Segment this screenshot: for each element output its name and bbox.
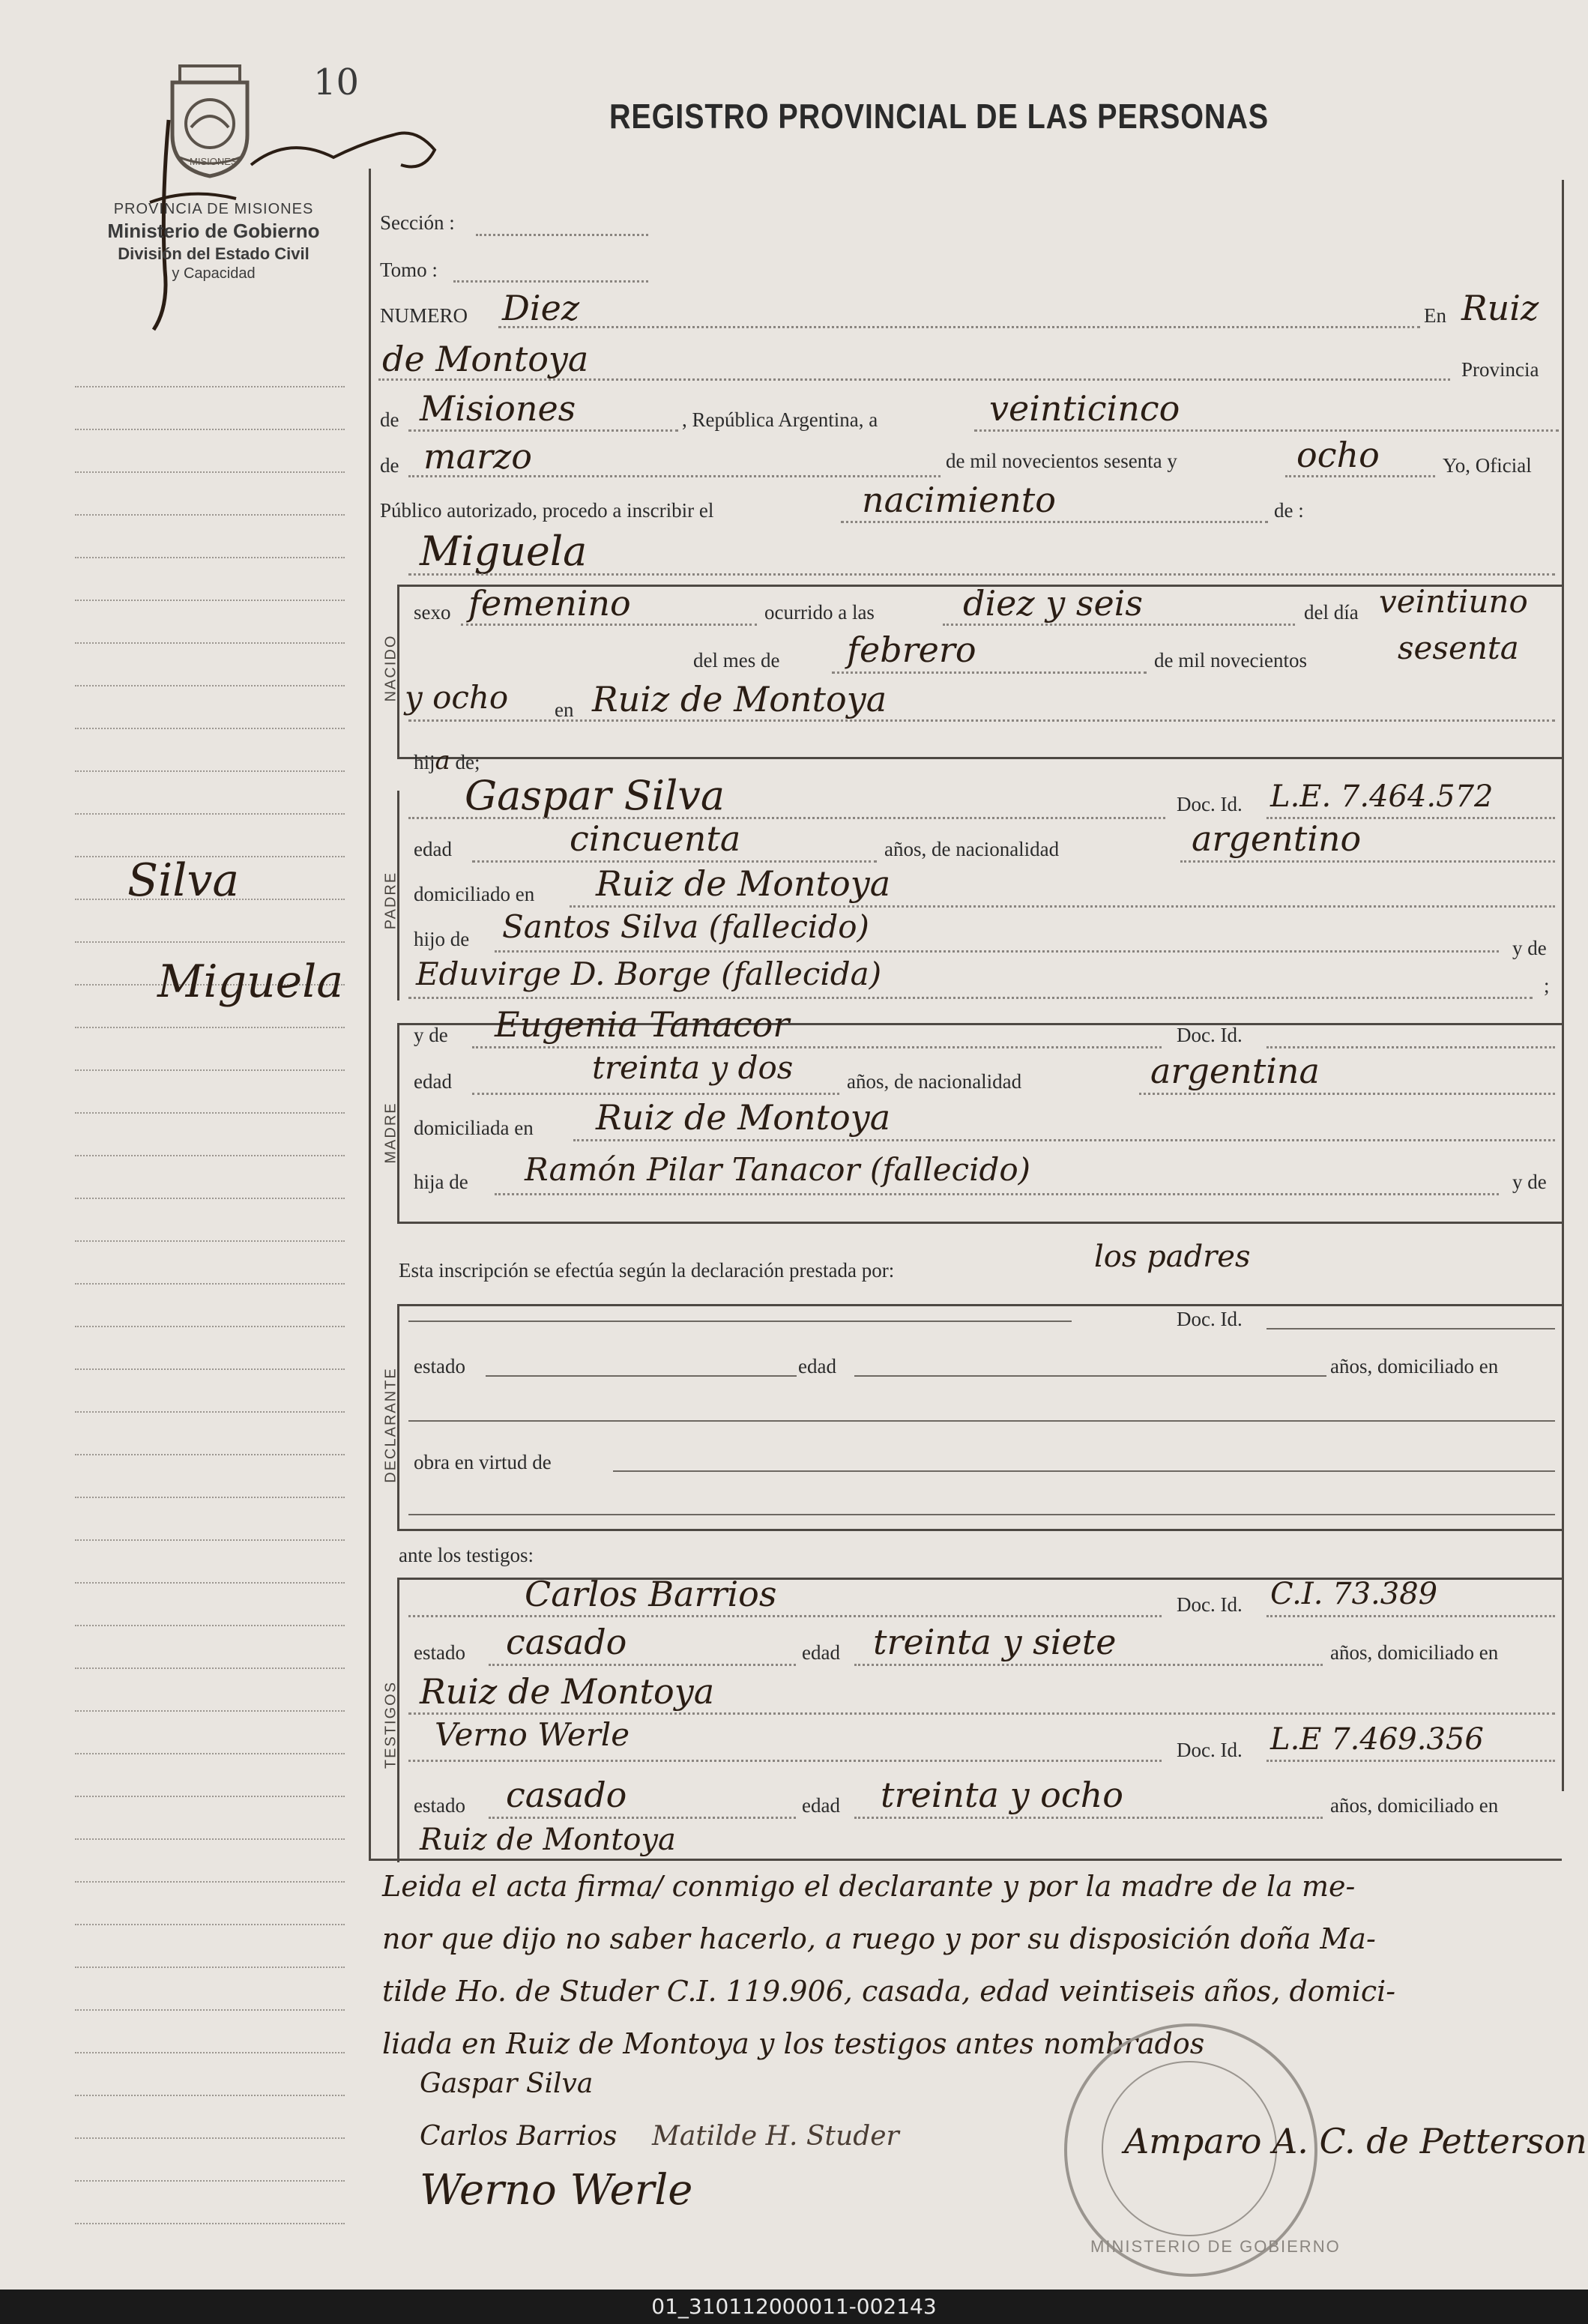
en-label: En: [1424, 304, 1446, 327]
publico-label: Público autorizado, procedo a inscribir el: [380, 499, 714, 522]
padre-doc-label: Doc. Id.: [1177, 793, 1243, 815]
padre-domicilio-value: Ruiz de Montoya: [596, 863, 891, 904]
firma-testigo-2: Werno Werle: [420, 2166, 693, 2215]
side-label-testigos: TESTIGOS: [382, 1680, 399, 1769]
testigo-2-doc-value: L.E 7.469.356: [1270, 1722, 1484, 1757]
tomo-label: Tomo :: [380, 259, 438, 281]
side-label-madre: MADRE: [382, 1102, 399, 1164]
madre-doc-field: [1267, 1046, 1555, 1048]
en-value-1: Ruiz: [1461, 288, 1539, 328]
del-mes-label: del mes de: [693, 649, 780, 671]
en-field-2: [378, 378, 1450, 381]
mil-novecientos-label: de mil novecientos: [1154, 649, 1307, 671]
declaracion-value: los padres: [1094, 1240, 1251, 1274]
seccion-label: Sección :: [380, 211, 455, 234]
testigo-1-nombre: Carlos Barrios: [525, 1574, 777, 1614]
testigo-2-nombre-field: [408, 1760, 1162, 1762]
testigo-1-domicilio-value: Ruiz de Montoya: [420, 1671, 715, 1712]
firma-padre: Gaspar Silva: [420, 2068, 594, 2099]
side-label-nacido: NACIDO: [382, 634, 399, 702]
mes-de-label: de: [380, 454, 399, 477]
registry-title: REGISTRO PROVINCIAL DE LAS PERSONAS: [609, 97, 1270, 136]
image-caption: 01_310112000011-002143: [0, 2290, 1588, 2324]
declarante-domicilio-field: [408, 1420, 1555, 1422]
provincia-value: Misiones: [420, 388, 576, 429]
madre-domicilio-field: [573, 1139, 1555, 1141]
madre-edad-label: edad: [414, 1070, 452, 1093]
testigo-1-doc-field: [1267, 1615, 1555, 1617]
nota-line-3: tilde Ho. de Studer C.I. 119.906, casada, edad veintiseis años, domici-: [382, 1975, 1396, 2008]
declarante-extra-field: [408, 1514, 1555, 1515]
madre-yde-label: y de: [414, 1024, 448, 1046]
padre-hijo-field: [495, 950, 1499, 953]
mil-label: de mil novecientos sesenta y: [946, 450, 1177, 472]
declarante-estado-label: estado: [414, 1355, 465, 1377]
madre-domicilio-label: domiciliada en: [414, 1117, 534, 1139]
province-line-2: Ministerio de Gobierno: [107, 220, 320, 242]
side-label-declarante: DECLARANTE: [382, 1367, 399, 1483]
tomo-field: [453, 280, 648, 283]
sexo-field: [461, 624, 757, 626]
padre-hijo-label: hijo de: [414, 928, 470, 950]
testigo-2-estado-field: [489, 1817, 796, 1819]
testigo-2-doc-field: [1267, 1760, 1555, 1762]
padre-domicilio-field: [570, 905, 1555, 908]
madre-nacionalidad-field: [1139, 1093, 1555, 1095]
dia-value: veinticinco: [989, 388, 1180, 429]
province-line-1: PROVINCIA DE MISIONES: [113, 201, 314, 217]
dia-field: [974, 429, 1559, 432]
anio-nacimiento-value-1: sesenta: [1398, 630, 1519, 666]
mes-field: [408, 475, 941, 477]
testigo-2-estado-label: estado: [414, 1794, 465, 1817]
madre-edad-value: treinta y dos: [592, 1049, 794, 1086]
madre-domicilio-value: Ruiz de Montoya: [596, 1097, 891, 1138]
testigo-1-estado-label: estado: [414, 1641, 465, 1664]
madre-doc-label: Doc. Id.: [1177, 1024, 1243, 1046]
testigo-1-doc-value: C.I. 73.389: [1270, 1577, 1438, 1611]
testigo-2-doc-label: Doc. Id.: [1177, 1739, 1243, 1761]
firma-testigo-1: Carlos Barrios: [420, 2121, 618, 2152]
dia-nacimiento-value: veintiuno: [1379, 583, 1528, 620]
testigo-1-nombre-field: [408, 1615, 1162, 1617]
mes-value: marzo: [423, 436, 532, 477]
rule-declarante-top: [397, 1304, 1562, 1306]
anio-field: [1285, 475, 1435, 477]
madre-nombre: Eugenia Tanacor: [495, 1004, 790, 1045]
provincia-field: [408, 429, 678, 432]
testigo-2-anios-label: años, domiciliado en: [1330, 1794, 1499, 1817]
madre-nombre-field: [472, 1046, 1162, 1048]
en-value-2: de Montoya: [382, 339, 589, 379]
testigo-1-doc-label: Doc. Id.: [1177, 1593, 1243, 1616]
seal-text: MINISTERIO DE GOBIERNO: [1090, 2237, 1341, 2256]
mes-nacimiento-field: [832, 671, 1147, 674]
testigo-1-edad-value: treinta y siete: [873, 1622, 1117, 1662]
testigo-1-edad-label: edad: [802, 1641, 840, 1664]
nota-line-1: Leida el acta firma/ conmigo el declarante y por la madre de la me-: [382, 1870, 1356, 1903]
padre-nombre-field: [408, 817, 1165, 819]
testigo-2-domicilio-value: Ruiz de Montoya: [420, 1823, 676, 1857]
republica-label: , República Argentina, a: [682, 408, 878, 431]
ante-testigos-label: ante los testigos:: [399, 1544, 534, 1566]
padre-madre-field: [408, 997, 1533, 999]
testigo-1-edad-field: [854, 1664, 1323, 1666]
firma-oficial: Amparo A. C. de Petterson: [1124, 2121, 1587, 2161]
padre-anios-label: años, de nacionalidad: [884, 838, 1060, 860]
ocurrido-label: ocurrido a las: [764, 601, 875, 624]
en-lugar-label: en: [555, 698, 574, 721]
side-label-padre: PADRE: [382, 871, 399, 930]
padre-madre-value: Eduvirge D. Borge (fallecida): [416, 956, 882, 992]
acto-value: nacimiento: [862, 480, 1056, 520]
rule-testigos-bottom: [369, 1859, 1562, 1861]
declarante-edad-label: edad: [798, 1355, 836, 1377]
lugar-nacimiento-field: [408, 719, 1555, 722]
padre-nacionalidad-value: argentino: [1192, 818, 1362, 859]
madre-hija-value: Ramón Pilar Tanacor (fallecido): [525, 1151, 1031, 1188]
padre-domicilio-label: domiciliado en: [414, 883, 535, 905]
testigo-2-edad-field: [854, 1817, 1323, 1819]
hija-suffix: a: [435, 746, 450, 776]
nota-line-4: liada en Ruiz de Montoya y los testigos antes nombrados: [382, 2027, 1205, 2060]
declarante-anios-label: años, domiciliado en: [1330, 1355, 1499, 1377]
folio-number: 10: [313, 61, 360, 103]
declarante-obra-field: [613, 1470, 1555, 1472]
rule-after-nacido: [397, 757, 1562, 759]
testigo-2-nombre: Verno Werle: [435, 1716, 630, 1753]
margin-apellido: Silva: [127, 854, 240, 907]
form-left-border: [369, 169, 371, 1859]
madre-anios-label: años, de nacionalidad: [847, 1070, 1022, 1093]
hora-value: diez y seis: [963, 583, 1143, 624]
numero-value: Diez: [502, 288, 580, 328]
emblem-text: MISIONES: [190, 156, 238, 167]
declarante-edad-field: [854, 1375, 1326, 1377]
hija-label: [414, 746, 480, 776]
anio-value: ocho: [1296, 435, 1380, 475]
hija-de-label: de;: [455, 751, 480, 773]
declarante-doc-field: [1267, 1328, 1555, 1329]
nacido-nombre: Miguela: [420, 528, 588, 575]
sexo-value: femenino: [468, 583, 631, 624]
nota-line-2: nor que dijo no saber hacerlo, a ruego y por su disposición doña Ma-: [382, 1922, 1376, 1955]
declarante-obra-label: obra en virtud de: [414, 1451, 552, 1473]
margin-nombre: Miguela: [157, 956, 344, 1008]
nacido-nombre-field: [408, 573, 1555, 576]
padre-yde-label: y de: [1512, 937, 1547, 959]
testigo-2-estado-value: casado: [506, 1775, 627, 1815]
padre-hijo-value: Santos Silva (fallecido): [502, 908, 869, 945]
de-colon-label: de :: [1274, 499, 1304, 522]
firma-ruego: Matilde H. Studer: [652, 2121, 899, 2152]
hija-label-text: hij: [414, 751, 435, 773]
testigo-2-edad-label: edad: [802, 1794, 840, 1817]
testigo-2-edad-value: treinta y ocho: [881, 1775, 1123, 1815]
mes-nacimiento-value: febrero: [847, 630, 976, 670]
padre-edad-value: cincuenta: [570, 818, 741, 859]
province-block: [64, 201, 363, 283]
yo-oficial-label: Yo, Oficial: [1443, 454, 1532, 477]
testigo-1-estado-field: [489, 1664, 796, 1666]
padre-doc-value: L.E. 7.464.572: [1270, 779, 1494, 814]
numero-label: NUMERO: [380, 304, 468, 327]
form-right-border: [1562, 180, 1564, 1791]
province-line-4: y Capacidad: [172, 265, 256, 282]
numero-field: [498, 326, 1420, 328]
padre-semicolon: ;: [1544, 974, 1550, 997]
testigo-1-anios-label: años, domiciliado en: [1330, 1641, 1499, 1664]
hora-field: [943, 624, 1295, 626]
padre-edad-field: [472, 860, 877, 863]
province-line-3: División del Estado Civil: [118, 244, 310, 263]
anio-nacimiento-value-2: y ocho: [405, 679, 509, 716]
del-dia-label: del día: [1304, 601, 1359, 624]
madre-nacionalidad-value: argentina: [1150, 1051, 1320, 1091]
padre-nombre: Gaspar Silva: [465, 772, 725, 819]
declarante-nombre-field: [408, 1321, 1072, 1322]
testigo-1-domicilio-field: [408, 1712, 1555, 1715]
rule-madre-bottom: [397, 1222, 1562, 1224]
madre-edad-field: [472, 1093, 839, 1095]
declaracion-label: Esta inscripción se efectúa según la declaración prestada por:: [399, 1259, 895, 1282]
madre-yde-end-label: y de: [1512, 1171, 1547, 1193]
rule-declarante-bottom: [397, 1529, 1562, 1531]
acto-field: [841, 521, 1268, 523]
padre-edad-label: edad: [414, 838, 452, 860]
madre-hija-label: hija de: [414, 1171, 468, 1193]
declarante-doc-label: Doc. Id.: [1177, 1308, 1243, 1330]
declarante-estado-field: [486, 1375, 797, 1377]
padre-nacionalidad-field: [1180, 860, 1555, 863]
madre-hija-field: [495, 1193, 1499, 1195]
provincia-label: Provincia: [1461, 358, 1539, 381]
testigo-1-estado-value: casado: [506, 1622, 627, 1662]
lugar-nacimiento-value: Ruiz de Montoya: [592, 679, 887, 719]
sexo-label: sexo: [414, 601, 451, 624]
provincia-de-label: de: [380, 408, 399, 431]
seccion-field: [476, 234, 648, 236]
